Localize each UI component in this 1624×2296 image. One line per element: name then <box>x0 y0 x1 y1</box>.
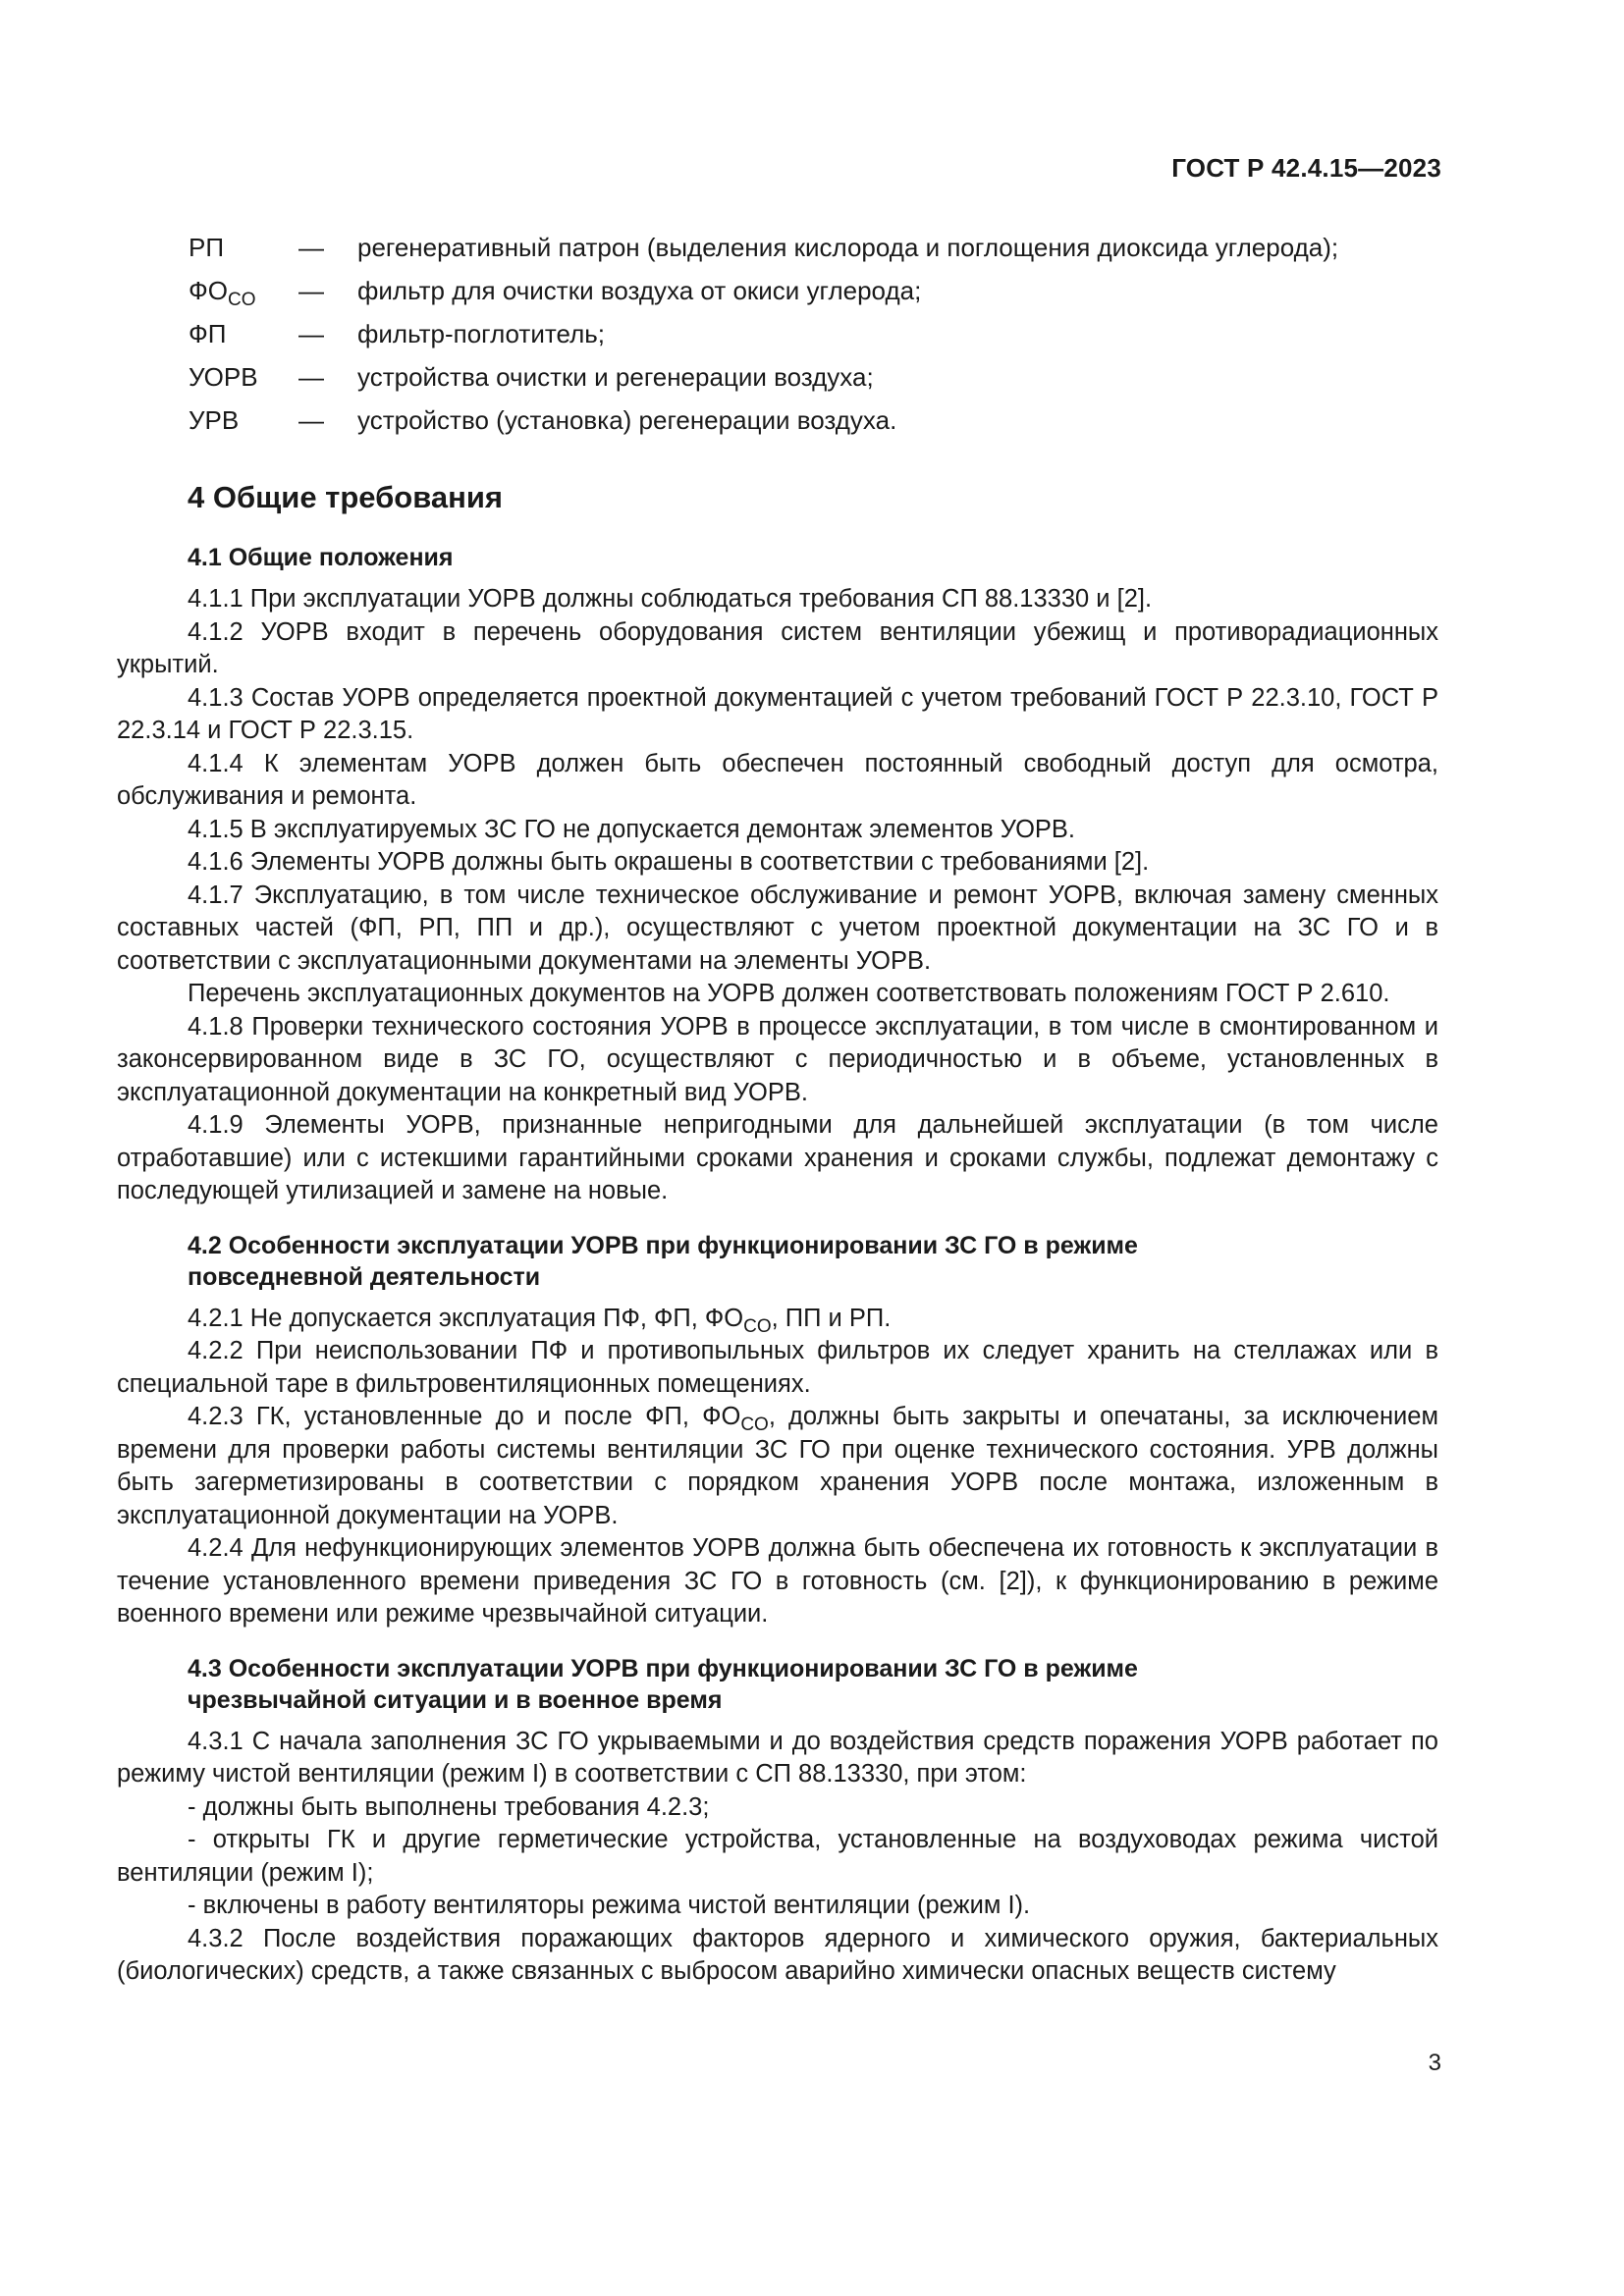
heading-line: 4.3 Особенности эксплуатации УОРВ при функционировании ЗС ГО в режиме <box>188 1654 1138 1682</box>
paragraph: 4.2.4 Для нефункционирующих элементов УОРВ должна быть обеспечена их готовность к эксплуатации в течение установленного времени приведения ЗС ГО в готовность (см. [2]), к функционированию в режиме военного времени или режиме чрезвычайной ситуации. <box>117 1534 1438 1628</box>
subscript: CO <box>740 1415 769 1435</box>
list-item: - открыты ГК и другие герметические устройства, установленные на воздуховодах режима чистой вентиляции (режим I); <box>117 1826 1438 1887</box>
document-body <box>117 479 1438 1989</box>
paragraph: 4.2.1 Не допускается эксплуатация ПФ, ФП, $ФО_{CO}$, ПП и РП. <box>188 1304 892 1337</box>
abbreviation-term: РП <box>189 233 225 262</box>
abbreviation-term: УОРВ <box>189 362 258 392</box>
abbreviation-term: УРВ <box>189 405 240 435</box>
abbreviation-dash: — <box>298 362 324 392</box>
abbreviation-item <box>189 318 1445 361</box>
subsection-heading: 4.1 Общие положения <box>188 544 454 571</box>
abbreviation-term: $ФО_{CO}$ <box>189 276 256 310</box>
paragraph: 4.1.7 Эксплуатацию, в том числе техническое обслуживание и ремонт УОРВ, включая замену сменных составных частей (ФП, РП, ПП и др.), осуществляют с учетом проектной документации на ЗС ГО и в соответствии с эксплуатационными документами на элементы УОРВ. <box>117 881 1438 975</box>
abbreviation-definition: устройства очистки и регенерации воздуха; <box>357 362 874 392</box>
document-header: ГОСТ Р 42.4.15—2023 <box>1171 153 1441 183</box>
subsection-heading <box>188 1653 1438 1716</box>
abbreviation-item <box>189 361 1445 404</box>
paragraph: 4.1.5 В эксплуатируемых ЗС ГО не допускается демонтаж элементов УОРВ. <box>188 815 1076 843</box>
subsection-heading <box>188 1230 1438 1293</box>
paragraph: 4.1.9 Элементы УОРВ, признанные непригодными для дальнейшей эксплуатации (в том числе отработавшие) или с истекшими гарантийными сроками хранения и сроками службы, подлежат демонтажу с последующей утилизацией и замене на новые. <box>117 1111 1438 1204</box>
abbreviation-definition: регенеративный патрон (выделения кислорода и поглощения диоксида углерода); <box>357 233 1339 262</box>
paragraph: 4.3.1 С начала заполнения ЗС ГО укрываемыми и до воздействия средств поражения УОРВ работает по режиму чистой вентиляции (режим I) в соответствии с СП 88.13330, при этом: <box>117 1727 1438 1788</box>
paragraph: 4.1.6 Элементы УОРВ должны быть окрашены в соответствии с требованиями [2]. <box>188 848 1150 876</box>
subscript: CO <box>743 1315 772 1337</box>
subscript: CO <box>228 290 256 310</box>
paragraph: 4.3.2 После воздействия поражающих факторов ядерного и химического оружия, бактериальных (биологических) средств, а также связанных с выбросом аварийно химически опасных веществ систему <box>117 1924 1438 1985</box>
page-number: 3 <box>1428 2050 1441 2076</box>
paragraph: 4.1.1 При эксплуатации УОРВ должны соблюдаться требования СП 88.13330 и [2]. <box>188 585 1153 613</box>
paragraph: 4.2.2 При неиспользовании ПФ и противопыльных фильтров их следует хранить на стеллажах или в специальной таре в фильтровентиляционных помещениях. <box>117 1337 1438 1398</box>
paragraph: 4.1.3 Состав УОРВ определяется проектной документацией с учетом требований ГОСТ Р 22.3.10, ГОСТ Р 22.3.14 и ГОСТ Р 22.3.15. <box>117 683 1438 744</box>
abbreviation-definition: фильтр-поглотитель; <box>357 319 606 348</box>
abbreviation-definition: фильтр для очистки воздуха от окиси углерода; <box>357 276 922 305</box>
abbreviation-term: ФП <box>189 319 227 348</box>
heading-line: чрезвычайной ситуации и в военное время <box>188 1685 723 1714</box>
list-item: - должны быть выполнены требования 4.2.3; <box>188 1792 710 1821</box>
heading-line: повседневной деятельности <box>188 1262 541 1291</box>
paragraph: Перечень эксплуатационных документов на УОРВ должен соответствовать положениям ГОСТ Р 2.610. <box>188 980 1390 1007</box>
abbreviation-dash: — <box>298 233 324 262</box>
list-item: - включены в работу вентиляторы режима чистой вентиляции (режим I). <box>188 1892 1031 1919</box>
paragraph: 4.2.3 ГК, установленные до и после ФП, $ФО_{CO}$, должны быть закрыты и опечатаны, за исключением времени для проверки работы системы вентиляции ЗС ГО при оценке технического состояния. УРВ должны быть загерметизированы в соответствии с порядком хранения УОРВ после монтажа, изложенным в эксплуатационной документации на УОРВ. <box>117 1403 1438 1529</box>
heading-line: 4.2 Особенности эксплуатации УОРВ при функционировании ЗС ГО в режиме <box>188 1231 1138 1259</box>
abbreviation-dash: — <box>298 405 324 435</box>
paragraph: 4.1.2 УОРВ входит в перечень оборудования систем вентиляции убежищ и противорадиационных укрытий. <box>117 617 1438 678</box>
abbreviation-dash: — <box>298 319 324 348</box>
paragraph: 4.1.4 К элементам УОРВ должен быть обеспечен постоянный свободный доступ для осмотра, обслуживания и ремонта. <box>117 749 1438 810</box>
abbreviation-item <box>189 232 1445 275</box>
paragraph: 4.1.8 Проверки технического состояния УОРВ в процессе эксплуатации, в том числе в смонтированном и законсервированном виде в ЗС ГО, осуществляют с периодичностью и в объеме, установленных в эксплуатационной документации на конкретный вид УОРВ. <box>117 1012 1438 1106</box>
abbreviation-definition: устройство (установка) регенерации воздуха. <box>357 405 897 435</box>
abbreviation-item <box>189 404 1445 448</box>
abbreviation-list <box>189 232 1445 448</box>
abbreviation-item <box>189 275 1445 318</box>
abbreviation-dash: — <box>298 276 324 305</box>
section-heading: 4 Общие требования <box>188 480 503 514</box>
